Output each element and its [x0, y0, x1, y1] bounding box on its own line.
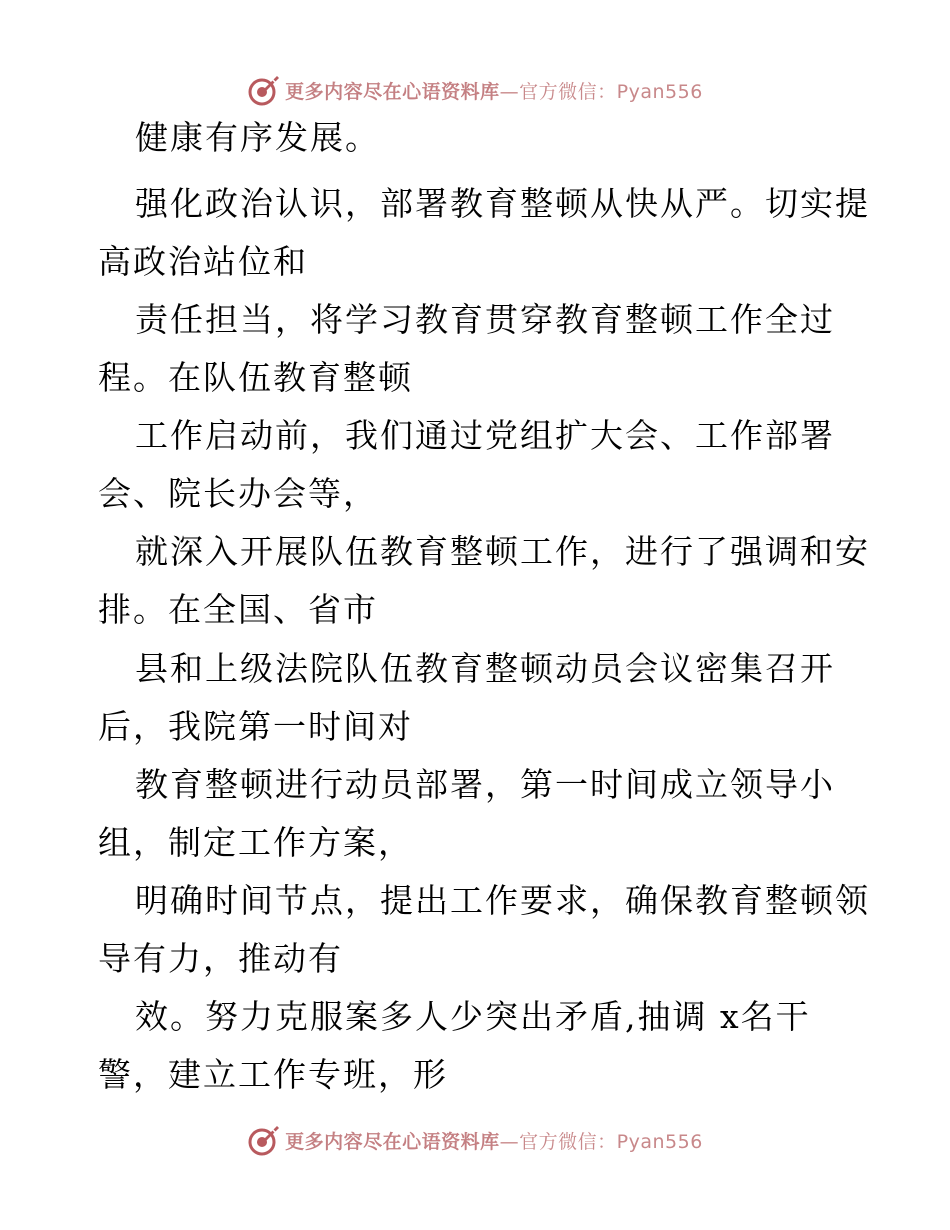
watermark-dash: —: [499, 80, 520, 103]
pen-nib-logo-icon: [247, 73, 281, 107]
text-line: 排。在全国、省市: [98, 590, 378, 629]
watermark-text: [285, 77, 703, 104]
text-line: 强化政治认识，部署教育整顿从快从严。切实提: [135, 184, 870, 223]
text-line: 健康有序发展。: [135, 118, 380, 157]
watermark-main: 更多内容尽在心语资料库: [285, 1130, 500, 1153]
text-line: 效。努力克服案多人少突出矛盾,抽调 x名干: [135, 997, 811, 1036]
pen-nib-logo-icon: [247, 1123, 281, 1157]
text-line: 县和上级法院队伍教育整顿动员会议密集召开: [135, 649, 835, 688]
text-line: 教育整顿进行动员部署，第一时间成立领导小: [135, 765, 835, 804]
text-line: 明确时间节点，提出工作要求，确保教育整顿领: [135, 881, 870, 920]
text-line: 导有力，推动有: [98, 939, 343, 978]
text-line: 高政治站位和: [98, 242, 308, 281]
text-line: 会、院长办会等，: [98, 474, 378, 513]
footer-watermark: [0, 1120, 950, 1160]
header-watermark: [0, 70, 950, 110]
text-line: 组，制定工作方案，: [98, 823, 413, 862]
watermark-main: 更多内容尽在心语资料库: [285, 80, 500, 103]
text-line: 责任担当，将学习教育贯穿教育整顿工作全过: [135, 300, 835, 339]
text-line: 程。在队伍教育整顿: [98, 358, 413, 397]
text-line: 警，建立工作专班，形: [98, 1055, 448, 1094]
text-line: 工作启动前，我们通过党组扩大会、工作部署: [135, 416, 835, 455]
watermark-text: [285, 1127, 703, 1154]
watermark-tail: 官方微信：Pyan556: [519, 1130, 703, 1153]
text-line: 后，我院第一时间对: [98, 707, 413, 746]
watermark-tail: 官方微信：Pyan556: [519, 80, 703, 103]
text-line: 就深入开展队伍教育整顿工作，进行了强调和安: [135, 532, 870, 571]
watermark-dash: —: [499, 1130, 520, 1153]
